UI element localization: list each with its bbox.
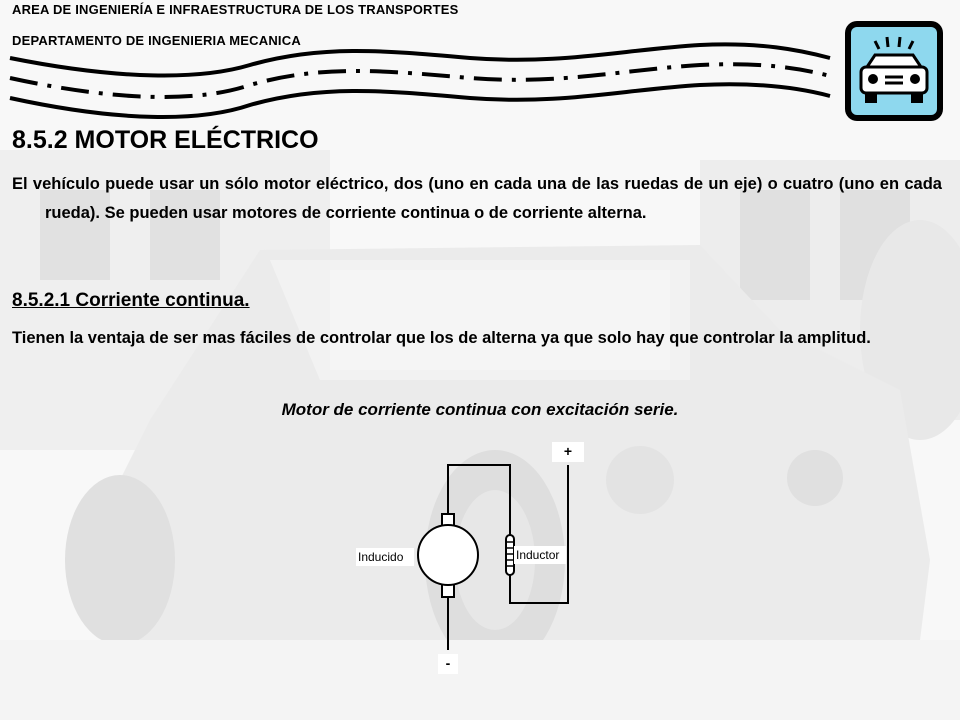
armature-symbol xyxy=(418,525,478,585)
wire-right xyxy=(510,465,568,603)
figure-caption: Motor de corriente continua con excitación serie. xyxy=(281,400,679,419)
section-title: 8.5.2 MOTOR ELÉCTRICO xyxy=(12,126,319,154)
section-paragraph: El vehículo puede usar un sólo motor eléctrico, dos (uno en cada una de las ruedas de un eje) o cuatro (uno en cada rueda). Se pueden usar motores de corriente continua o de corriente alterna. xyxy=(12,175,942,222)
series-motor-circuit-diagram xyxy=(340,440,600,680)
minus-terminal-label: - xyxy=(445,655,451,671)
field-label: Inductor xyxy=(516,548,560,562)
subsection-paragraph: Tienen la ventaja de ser mas fáciles de controlar que los de alterna ya que solo hay que controlar la amplitud. xyxy=(12,329,871,347)
subsection-title: 8.5.2.1 Corriente continua. xyxy=(12,290,250,311)
road-decoration xyxy=(0,40,840,120)
header-line-2: DEPARTAMENTO DE INGENIERIA MECANICA xyxy=(12,33,301,48)
plus-terminal-label: + xyxy=(563,443,573,459)
inductor-symbol xyxy=(506,535,514,575)
armature-label: Inducido xyxy=(358,550,404,564)
car-alert-icon xyxy=(843,19,945,123)
header-line-1: AREA DE INGENIERÍA E INFRAESTRUCTURA DE LOS TRANSPORTES xyxy=(12,2,459,17)
